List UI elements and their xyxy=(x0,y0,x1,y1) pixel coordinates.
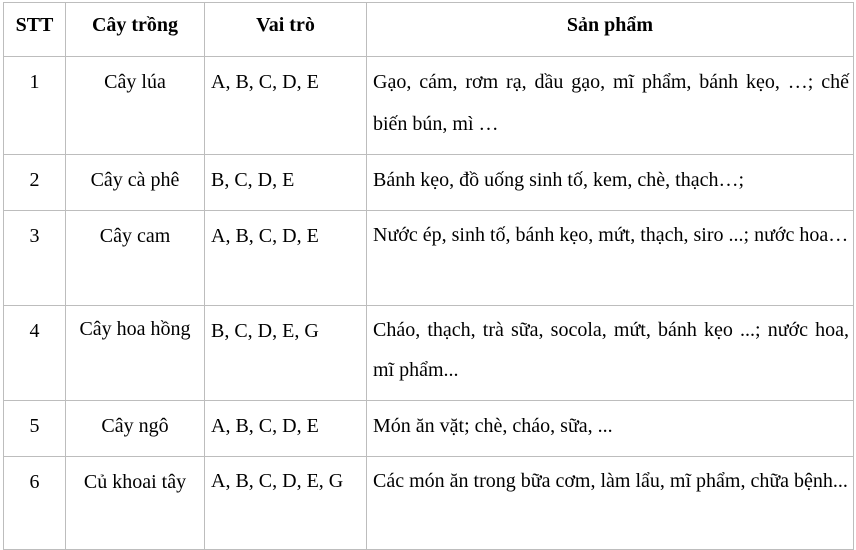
cell-product: Gạo, cám, rơm rạ, dầu gạo, mĩ phẩm, bánh kẹo, …; chế biến bún, mì … xyxy=(367,57,854,155)
table-row xyxy=(4,401,854,457)
cell-stt: 3 xyxy=(4,211,66,306)
table-row xyxy=(4,155,854,211)
cell-stt: 2 xyxy=(4,155,66,211)
cell-role: A, B, C, D, E xyxy=(205,57,367,155)
cell-stt: 4 xyxy=(4,306,66,401)
cell-stt: 5 xyxy=(4,401,66,457)
cell-plant: Cây cà phê xyxy=(66,155,205,211)
cell-role: B, C, D, E, G xyxy=(205,306,367,401)
cell-product: Món ăn vặt; chè, cháo, sữa, ... xyxy=(367,401,854,457)
cell-role: A, B, C, D, E xyxy=(205,211,367,306)
cell-product: Cháo, thạch, trà sữa, socola, mứt, bánh kẹo ...; nước hoa, mĩ phẩm... xyxy=(367,306,854,401)
table-row xyxy=(4,57,854,155)
cell-plant: Cây ngô xyxy=(66,401,205,457)
cell-plant: Cây hoa hồng xyxy=(66,306,205,401)
cell-product: Bánh kẹo, đồ uống sinh tố, kem, chè, thạch…; xyxy=(367,155,854,211)
cell-stt: 1 xyxy=(4,57,66,155)
cell-plant: Cây lúa xyxy=(66,57,205,155)
table-row xyxy=(4,457,854,550)
header-plant: Cây trồng xyxy=(66,3,205,57)
cell-plant: Củ khoai tây xyxy=(66,457,205,550)
cell-product: Nước ép, sinh tố, bánh kẹo, mứt, thạch, siro ...; nước hoa… xyxy=(367,211,854,306)
table-row xyxy=(4,306,854,401)
cell-plant: Cây cam xyxy=(66,211,205,306)
cell-stt: 6 xyxy=(4,457,66,550)
header-row xyxy=(4,3,854,57)
crop-table xyxy=(3,2,854,550)
cell-role: B, C, D, E xyxy=(205,155,367,211)
header-product: Sản phẩm xyxy=(367,3,854,57)
header-role: Vai trò xyxy=(205,3,367,57)
cell-product: Các món ăn trong bữa cơm, làm lẩu, mĩ phẩm, chữa bệnh... xyxy=(367,457,854,550)
cell-role: A, B, C, D, E, G xyxy=(205,457,367,550)
table-row xyxy=(4,211,854,306)
cell-role: A, B, C, D, E xyxy=(205,401,367,457)
header-stt: STT xyxy=(4,3,66,57)
